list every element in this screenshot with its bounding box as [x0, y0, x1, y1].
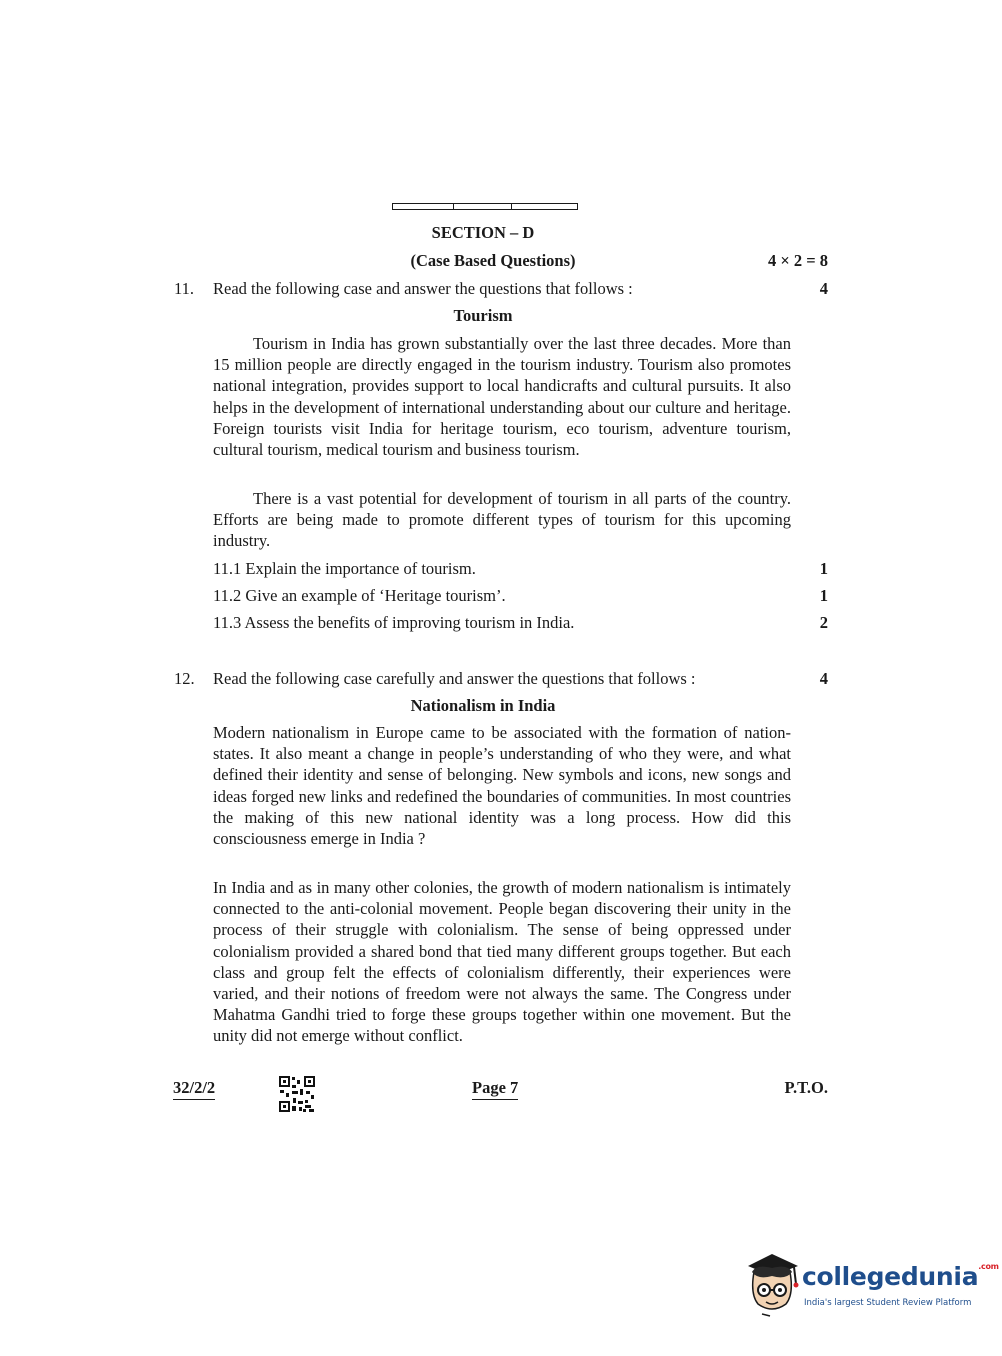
collegedunia-watermark	[742, 1250, 999, 1322]
footer-page	[472, 1077, 518, 1098]
q12-paragraph-2: In India and as in many other colonies, the growth of modern nationalism is intimately connected to the anti-colonial movement. People began discovering their unity in the process of their struggle with colonialism. The sense of being oppressed under colonialism provided a shared bond that tied many different groups together. But each class and group felt the effects of colonialism differently, their experiences were varied, and their notions of freedom were not always the same. The Congress under Mahatma Gandhi tried to forge these groups together within one movement. But the unity did not emerge without conflict.	[213, 878, 791, 1046]
q11-heading: Tourism	[453, 306, 513, 325]
mascot-icon	[742, 1250, 802, 1318]
section-marks: 4 × 2 = 8	[767, 251, 828, 270]
q11-paragraph-2: There is a vast potential for development of tourism in all parts of the country. Efforts are being made to promote different types of tourism for this upcoming industry.	[213, 489, 791, 551]
q12-paragraph-1: Modern nationalism in Europe came to be associated with the formation of nation-states. It also meant a change in people’s understanding of who they were, and what defined their identity and sense of belonging. New symbols and icons, new songs and ideas forged new links and redefined the boundaries of communities. In most countries the making of this new national identity was a long process. How did this consciousness emerge in India ?	[213, 723, 791, 849]
q11-sub-1-marks: 1	[819, 559, 828, 578]
q11-sub-2-marks: 1	[819, 586, 828, 605]
qr-code-icon	[278, 1075, 316, 1113]
footer-code-text: 32/2/2	[173, 1078, 215, 1100]
q11-sub-3-marks: 2	[819, 613, 828, 632]
q11-sub-1: 11.1 Explain the importance of tourism.	[213, 559, 476, 578]
q11-marks: 4	[819, 279, 828, 298]
q11-paragraph-1: Tourism in India has grown substantially over the last three decades. More than 15 million people are directly engaged in the tourism industry. Tourism also promotes national integration, provides support to local handicrafts and cultural pursuits. It also helps in the development of international understanding about our culture and heritage. Foreign tourists visit India for heritage tourism, eco tourism, adventure tourism, cultural tourism, medical tourism and business tourism.	[213, 334, 791, 460]
q11-sub-3: 11.3 Assess the benefits of improving tourism in India.	[213, 613, 575, 632]
q12-instruction: Read the following case carefully and answer the questions that follows :	[213, 669, 696, 688]
divider-notch	[511, 204, 512, 209]
footer-page-text: Page 7	[472, 1078, 518, 1100]
brand-suffix: .com	[978, 1262, 999, 1271]
q11-instruction: Read the following case and answer the questions that follows :	[213, 279, 633, 298]
q11-sub-2: 11.2 Give an example of ‘Heritage tourism’.	[213, 586, 506, 605]
section-title: SECTION – D	[431, 223, 535, 242]
footer-pto: P.T.O.	[784, 1078, 828, 1097]
section-subtitle: (Case Based Questions)	[410, 251, 576, 270]
q12-marks: 4	[819, 669, 828, 688]
q12-heading: Nationalism in India	[410, 696, 556, 715]
q12-number: 12.	[174, 669, 195, 688]
q11-number: 11.	[174, 279, 195, 298]
brand-name: collegedunia	[802, 1262, 979, 1291]
section-divider-bar	[392, 203, 578, 210]
brand-tagline: India's largest Student Review Platform	[804, 1298, 972, 1308]
footer-code	[173, 1077, 215, 1098]
divider-notch	[453, 204, 454, 209]
